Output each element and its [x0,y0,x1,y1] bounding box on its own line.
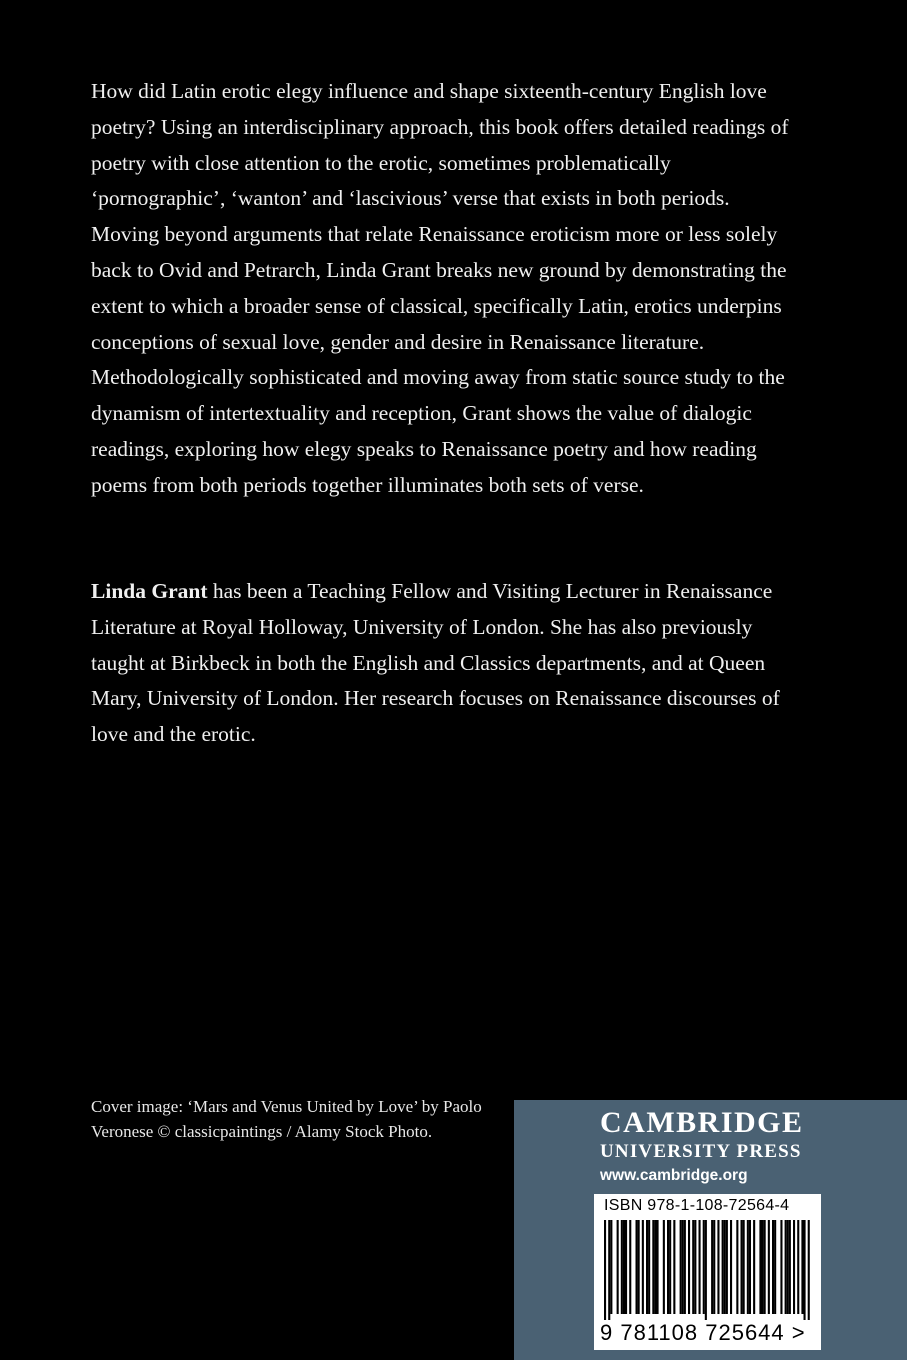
barcode-bar [711,1220,713,1314]
publisher-panel [514,1100,907,1360]
barcode-bar [654,1220,656,1314]
barcode-bar [759,1220,761,1314]
barcode-bar [785,1220,787,1314]
publisher-subtitle: UNIVERSITY PRESS [600,1141,802,1162]
barcode-bar [673,1220,675,1314]
barcode-bar [652,1220,654,1314]
barcode-bar [801,1220,803,1314]
barcode-bar [629,1220,631,1314]
barcode-bar [608,1220,610,1320]
barcode-bar [688,1220,690,1314]
barcode-bar [623,1220,625,1314]
publisher-url: www.cambridge.org [600,1167,748,1184]
barcode-bar [657,1220,659,1314]
barcode-bar [705,1220,707,1320]
blurb-text: How did Latin erotic elegy influence and shape sixteenth-century English love poetry? Using an interdisciplinary approach, this book offers detailed readings of poetry with close attention to the erotic, sometimes problematically ‘pornographic’, ‘wanton’ and ‘lascivious’ verse that exists in both periods. Moving beyond arguments that relate Renaissance eroticism more or less solely back to Ovid and Petrarch, Linda Grant breaks new ground by demonstrating the extent to which a broader sense of classical, specifically Latin, erotics underpins conceptions of sexual love, gender and desire in Renaissance literature. Methodologically sophisticated and moving away from static source study to the dynamism of intertextuality and reception, Grant shows the value of dialogic readings, exploring how elegy speaks to Renaissance poetry and how reading poems from both periods together illuminates both sets of verse. [91,79,789,497]
isbn-label: ISBN 978-1-108-72564-4 [604,1197,790,1214]
barcode-bar [692,1220,694,1314]
barcode-bar [797,1220,799,1314]
barcode-bar [730,1220,732,1314]
barcode-bar [741,1220,743,1314]
barcode-bar [774,1220,776,1314]
barcode-bar [636,1220,638,1314]
barcode-bar [646,1220,648,1314]
barcode-bar [699,1220,701,1314]
author-bio-text: has been a Teaching Fellow and Visiting Lecturer in Renaissance Literature at Royal Holloway, University of London. She has also previously taught at Birkbeck in both the English and Classics departments, and at Queen Mary, University of London. Her research focuses on Renaissance discourses of love and the erotic. [91,579,780,747]
barcode-bar [694,1220,696,1314]
cover-image-credit: Cover image: ‘Mars and Venus United by Love’ by Paolo Veronese © classicpaintings / Alamy Stock Photo. [91,1097,482,1141]
barcode-bar [808,1220,810,1320]
author-name: Linda Grant [91,579,208,603]
barcode-bar [743,1220,745,1314]
barcode-bar [642,1220,644,1314]
barcode-bar [648,1220,650,1314]
barcode-bar [764,1220,766,1314]
barcode-bar [663,1220,665,1314]
barcode-digits: 9 781108 725644 > [600,1320,806,1345]
barcode-bar [621,1220,623,1314]
publisher-name: CAMBRIDGE [600,1106,804,1139]
barcode-bar [610,1220,612,1314]
barcode-bar [722,1220,724,1314]
barcode-bar [680,1220,682,1314]
barcode-bar [724,1220,726,1314]
barcode-bar [753,1220,755,1314]
barcode-bar [747,1220,749,1314]
barcode-bar [682,1220,684,1314]
barcode-bar [713,1220,715,1314]
barcode-bar [762,1220,764,1314]
barcode-bar [703,1220,705,1314]
barcode-bar [749,1220,751,1314]
barcode-bar [804,1220,806,1320]
barcode-bar [768,1220,770,1314]
barcode-bar [669,1220,671,1314]
barcode-bar [667,1220,669,1314]
barcode-icon [602,1220,812,1320]
barcode-bar [617,1220,619,1314]
barcode-box [594,1194,821,1350]
barcode-bar [789,1220,791,1314]
barcode-bar [772,1220,774,1314]
barcode-bar [787,1220,789,1314]
barcode-bar [736,1220,738,1314]
barcode-bar [684,1220,686,1314]
barcode-bar [638,1220,640,1314]
barcode-bar [793,1220,795,1314]
barcode-bar [726,1220,728,1314]
author-bio [91,574,791,753]
barcode-bar [717,1220,719,1314]
barcode-bar [780,1220,782,1314]
barcode-bar [625,1220,627,1314]
barcode-bar [604,1220,606,1320]
